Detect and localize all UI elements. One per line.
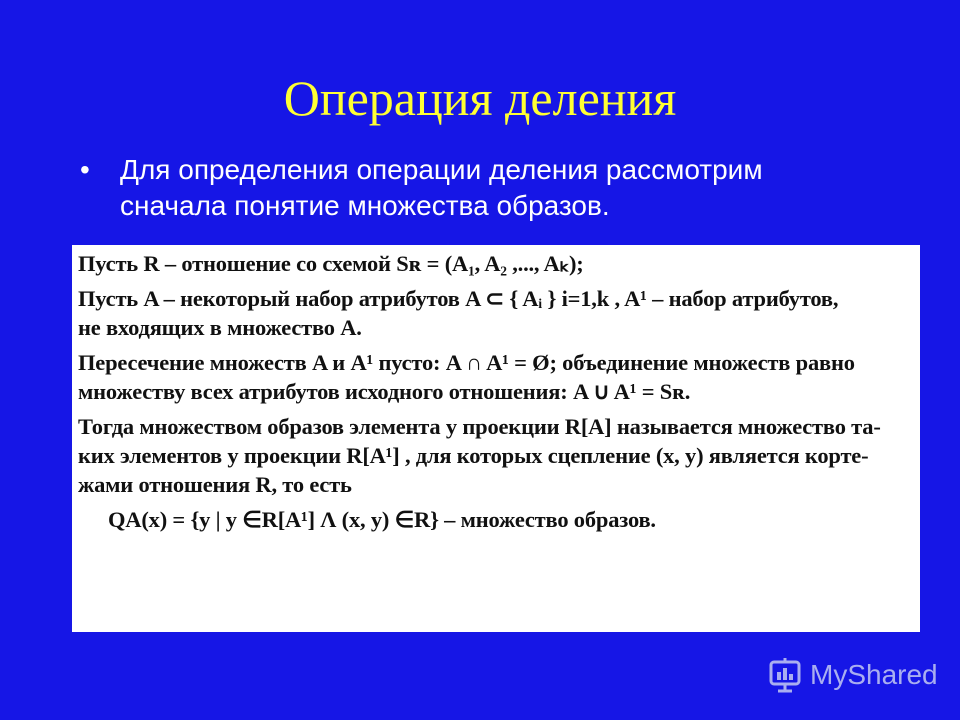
panel-line-3: не входящих в множество A. [78, 315, 362, 340]
bullet-item [80, 152, 880, 224]
definition-panel [72, 245, 920, 632]
slide-title: Операция деления [283, 70, 677, 126]
panel-line-2: Пусть A – некоторый набор атрибутов A ⊂ { Aᵢ } i=1,k , A¹ – набор атрибутов, [78, 286, 839, 311]
panel-line-1: Пусть R – отношение со схемой Sʀ = (A₁, A₂ ,..., Aₖ); [78, 251, 584, 276]
panel-line-5: множеству всех атрибутов исходного отношения: A ∪ A¹ = Sʀ. [78, 379, 691, 404]
bullet-line-1: Для определения операции деления рассмотрим [120, 154, 763, 185]
panel-formula-line: QA(x) = {y | y ∈R[A¹] Λ (x, y) ∈R} – множество образов. [108, 507, 656, 532]
presentation-board-icon [766, 656, 804, 694]
bullet-line-2: сначала понятие множества образов. [120, 190, 610, 221]
bullet-marker: • [80, 154, 90, 185]
panel-line-7: ких элементов y проекции R[A¹] , для которых сцепление (x, y) является корте- [78, 443, 869, 468]
panel-line-8: жами отношения R, то есть [78, 472, 352, 497]
panel-line-6: Тогда множеством образов элемента y проекции R[A] называется множество та- [78, 414, 881, 439]
myshared-watermark [766, 656, 938, 694]
panel-line-4: Пересечение множеств A и A¹ пусто: A ∩ A¹ = Ø; объединение множеств равно [78, 350, 855, 375]
watermark-text: MyShared [810, 659, 938, 690]
